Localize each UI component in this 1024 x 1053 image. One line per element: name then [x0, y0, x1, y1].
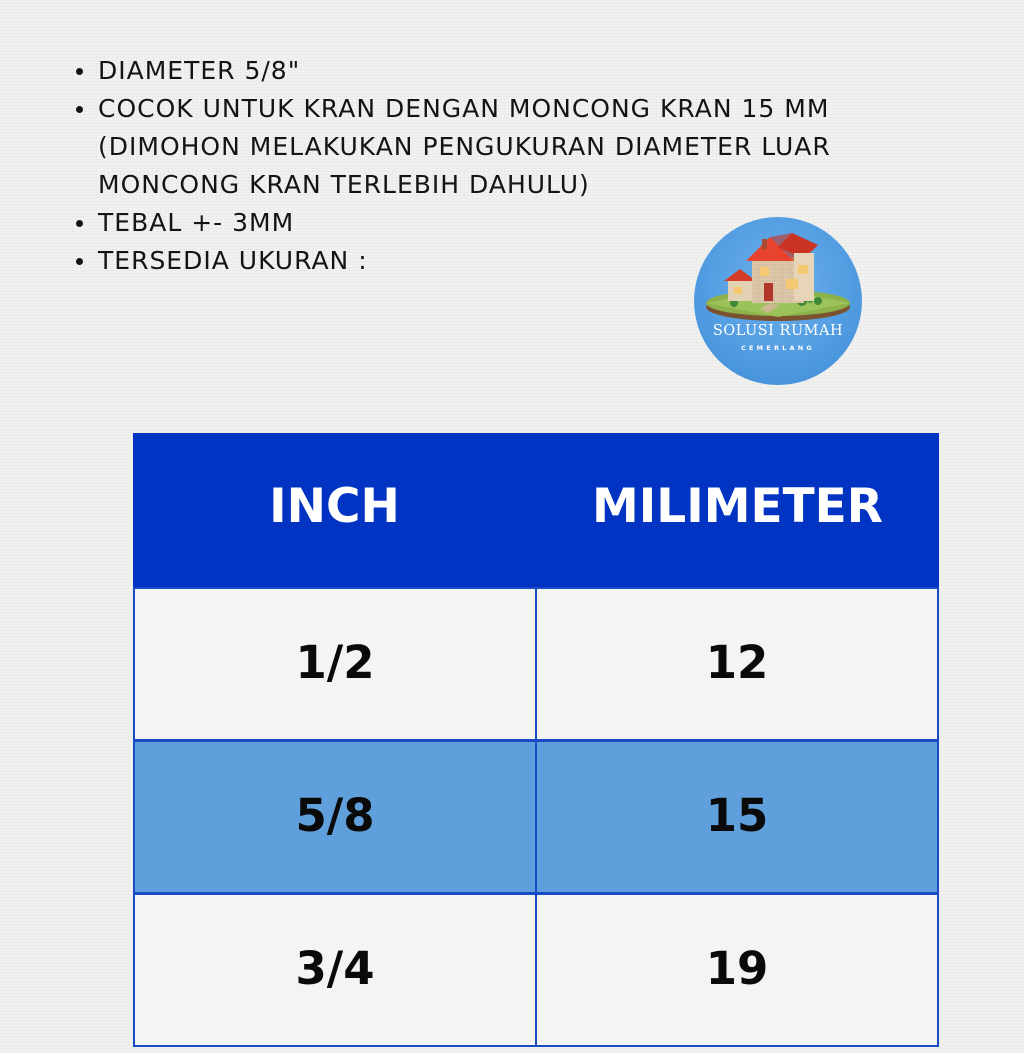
bullet-text: TERSEDIA UKURAN :: [98, 246, 368, 275]
table-row-highlighted: [133, 740, 939, 894]
bullet-item-compatibility: [76, 90, 876, 204]
header-milimeter: MILIMETER: [592, 479, 883, 534]
bullet-text: MONCONG KRAN TERLEBIH DAHULU): [98, 170, 590, 199]
logo-subtitle: CEMERLANG: [741, 344, 815, 352]
brand-logo: [694, 217, 862, 385]
header-inch: INCH: [269, 479, 400, 534]
cell-mm: 15: [535, 740, 939, 894]
bullet-item-diameter: [76, 52, 876, 90]
bullet-text: COCOK UNTUK KRAN DENGAN MONCONG KRAN 15 MM: [98, 94, 830, 123]
cell-mm: 12: [535, 587, 939, 741]
bullet-dot: [76, 258, 83, 265]
table-row: [133, 587, 939, 741]
bullet-dot: [76, 106, 83, 113]
cell-inch: 1/2: [133, 587, 537, 741]
bullet-text: (DIMOHON MELAKUKAN PENGUKURAN DIAMETER LUAR: [98, 132, 831, 161]
cell-inch: 3/4: [133, 893, 537, 1047]
table-header: [133, 433, 939, 588]
bullet-dot: [76, 68, 83, 75]
bullet-dot: [76, 220, 83, 227]
bullet-text: DIAMETER 5/8": [98, 56, 301, 85]
house-icon: [694, 217, 862, 385]
cell-mm: 19: [535, 893, 939, 1047]
bullet-text: TEBAL +- 3MM: [98, 208, 295, 237]
size-table: [133, 433, 939, 1053]
cell-inch: 5/8: [133, 740, 537, 894]
logo-title: SOLUSI RUMAH: [712, 323, 844, 339]
